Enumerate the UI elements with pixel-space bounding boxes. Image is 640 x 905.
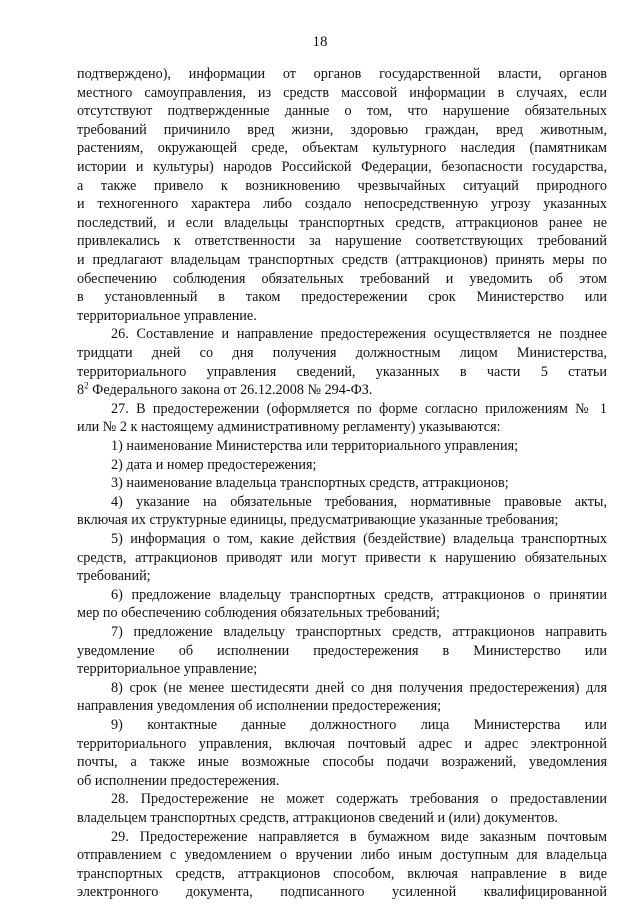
- text-line: и техногенного характера либо создало непосредственную угрозу указанных: [77, 196, 607, 213]
- text-line: и предлагают владельцам транспортных средств (аттракционов) принять меры по: [77, 252, 607, 268]
- text-line: 3) наименование владельца транспортных средств, аттракционов;: [111, 475, 509, 492]
- text-line: истории и культуры) народов Российской Федерации, безопасности государства,: [77, 159, 607, 175]
- text-line: владельцем транспортных средств, аттракционов сведений и (или) документов.: [77, 810, 558, 826]
- text-line: почты, а также иные возможные способы подачи возражений, уведомления: [77, 754, 607, 771]
- text-line: требований причинило вред жизни, здоровью граждан, вред животным,: [77, 121, 607, 138]
- text-line: 6) предложение владельцу транспортных средств, аттракционов о принятии: [111, 586, 607, 603]
- text-line: 26. Составление и направление предостережения осуществляется не позднее: [111, 326, 607, 343]
- text-line: $8^2$ Федерального закона от 26.12.2008 № 294-ФЗ.: [77, 380, 373, 399]
- text-line: привлекались к ответственности за нарушение соответствующих требований: [77, 233, 607, 250]
- text-line: транспортных средств, аттракционов способом, включая направление в виде: [77, 865, 607, 882]
- text-line: уведомление об исполнении предостережения в Министерство или: [77, 642, 607, 659]
- page-number: 18: [312, 34, 328, 50]
- text-line: 4) указание на обязательные требования, нормативные правовые акты,: [111, 493, 607, 510]
- text-line: 8) срок (не менее шестидесяти дней со дня получения предостережения) для: [111, 679, 607, 696]
- text-line: в установленный в таком предостережении срок Министерство или: [77, 289, 607, 306]
- text-line: подтверждено), информации от органов государственной власти, органов: [77, 66, 607, 82]
- text-line: 2) дата и номер предостережения;: [111, 456, 317, 473]
- text-line: 28. Предостережение не может содержать требования о предоставлении: [111, 791, 607, 808]
- text-line: 5) информация о том, какие действия (бездействие) владельца транспортных: [111, 531, 607, 547]
- text-line: или № 2 к настоящему административному регламенту) указываются:: [77, 419, 501, 436]
- text-line: территориальное управление.: [77, 307, 257, 324]
- text-line: отсутствуют подтвержденные данные о том, что нарушение обязательных: [77, 103, 607, 120]
- text-line: тридцати дней со дня получения должностным лицом Министерства,: [77, 345, 607, 361]
- text-line: территориального управления, включая почтовый адрес и адрес электронной: [77, 735, 607, 752]
- text-line: 29. Предостережение направляется в бумажном виде заказным почтовым: [111, 828, 607, 845]
- text-line: требований;: [77, 568, 151, 585]
- text-line: 7) предложение владельцу транспортных средств, аттракционов направить: [111, 624, 607, 640]
- text-line: обеспечению соблюдения обязательных требований и уведомить об этом: [77, 270, 607, 287]
- text-line: отправлением с уведомлением о вручении либо иным доступным для владельца: [77, 847, 607, 864]
- text-line: растениям, окружающей среде, объектам культурного наследия (памятникам: [77, 140, 607, 157]
- text-line: а также привело к возникновению чрезвычайных ситуаций природного: [77, 177, 607, 194]
- text-line: последствий, и если владельцы транспортных средств, аттракционов ранее не: [77, 214, 607, 231]
- text-line: направления уведомления об исполнении предостережения;: [77, 698, 442, 715]
- text-line: территориального управления сведений, указанных в части 5 статьи: [77, 363, 607, 380]
- text-line: местного самоуправления, из средств массовой информации в случаях, если: [77, 84, 607, 101]
- text-line: 27. В предостережении (оформляется по форме согласно приложениям № 1: [111, 400, 607, 417]
- text-line: территориальное управление;: [77, 661, 258, 678]
- text-line: включая их структурные единицы, предусматривающие указанные требования;: [77, 512, 559, 529]
- text-line: об исполнении предостережения.: [77, 772, 280, 789]
- text-line: средств, аттракционов приводят или могут привести к нарушению обязательных: [77, 549, 607, 566]
- text-line: 1) наименование Министерства или территориального управления;: [111, 438, 519, 454]
- superscript: 2: [84, 380, 89, 391]
- text-line: электронного документа, подписанного усиленной квалифицированной: [77, 884, 607, 901]
- text-line: 9) контактные данные должностного лица Министерства или: [111, 717, 607, 733]
- text-line: мер по обеспечению соблюдения обязательных требований;: [77, 605, 440, 622]
